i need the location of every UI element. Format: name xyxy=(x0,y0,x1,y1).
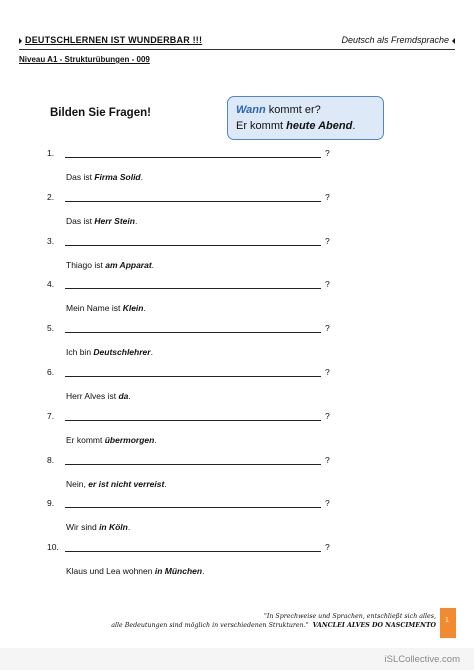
footer-quote: "In Sprechweise und Sprachen, entschließt sich alles, alle Bedeutungen sind möglich in verschiedenen Strukturen." VANCLEI ALVES DO NASCIMENTO xyxy=(111,613,436,629)
answer-sentence: Wir sind in Köln. xyxy=(66,522,131,533)
answer-sentence: Mein Name ist Klein. xyxy=(66,303,146,314)
example-question: Wann kommt er? xyxy=(236,104,321,116)
triangle-right-icon xyxy=(19,38,22,44)
page-number: 1 xyxy=(445,617,449,624)
question-mark: ? xyxy=(325,498,330,509)
item-number: 5. xyxy=(47,323,55,334)
item-number: 7. xyxy=(47,410,55,421)
triangle-left-icon xyxy=(452,38,455,44)
answer-line[interactable] xyxy=(65,245,321,246)
question-mark: ? xyxy=(325,323,330,334)
question-mark: ? xyxy=(325,191,330,202)
question-mark: ? xyxy=(325,235,330,246)
answer-line[interactable] xyxy=(65,332,321,333)
question-mark: ? xyxy=(325,279,330,290)
question-mark: ? xyxy=(325,410,330,421)
question-mark: ? xyxy=(325,148,330,158)
example-box xyxy=(227,96,384,140)
answer-line[interactable] xyxy=(65,464,321,465)
answer-line[interactable] xyxy=(65,376,321,377)
item-number: 4. xyxy=(47,279,55,290)
header-divider xyxy=(19,49,455,50)
answer-line[interactable] xyxy=(65,420,321,421)
answer-sentence: Er kommt übermorgen. xyxy=(66,434,157,445)
answer-sentence: Nein, er ist nicht verreist. xyxy=(66,478,167,489)
answer-line[interactable] xyxy=(65,288,321,289)
answer-sentence: Das ist Herr Stein. xyxy=(66,215,138,226)
example-answer: Er kommt heute Abend. xyxy=(236,120,356,132)
answer-sentence: Herr Alves ist da. xyxy=(66,391,131,401)
answer-line[interactable] xyxy=(65,551,321,552)
question-mark: ? xyxy=(325,367,330,377)
item-number: 10. xyxy=(47,542,59,553)
question-mark: ? xyxy=(325,542,330,553)
answer-sentence: Das ist Firma Solid. xyxy=(66,172,144,182)
item-number: 1. xyxy=(47,148,55,158)
answer-line[interactable] xyxy=(65,157,321,158)
level-label: Niveau A1 - Strukturübungen - 009 xyxy=(19,55,150,64)
page-header xyxy=(19,34,455,47)
header-subtitle: Deutsch als Fremdsprache xyxy=(341,34,455,47)
item-number: 2. xyxy=(47,191,55,202)
answer-sentence: Klaus und Lea wohnen in München. xyxy=(66,566,205,577)
answer-sentence: Ich bin Deutschlehrer. xyxy=(66,347,153,358)
item-number: 9. xyxy=(47,498,55,509)
instruction-heading: Bilden Sie Fragen! xyxy=(50,107,151,119)
answer-sentence: Thiago ist am Apparat. xyxy=(66,259,155,270)
item-number: 3. xyxy=(47,235,55,246)
item-number: 6. xyxy=(47,367,55,377)
question-mark: ? xyxy=(325,454,330,465)
answer-line[interactable] xyxy=(65,507,321,508)
answer-line[interactable] xyxy=(65,201,321,202)
header-title: DEUTSCHLERNEN IST WUNDERBAR !!! xyxy=(19,34,202,47)
watermark: iSLCollective.com xyxy=(384,654,460,665)
item-number: 8. xyxy=(47,454,55,465)
footer-bar xyxy=(0,648,474,670)
